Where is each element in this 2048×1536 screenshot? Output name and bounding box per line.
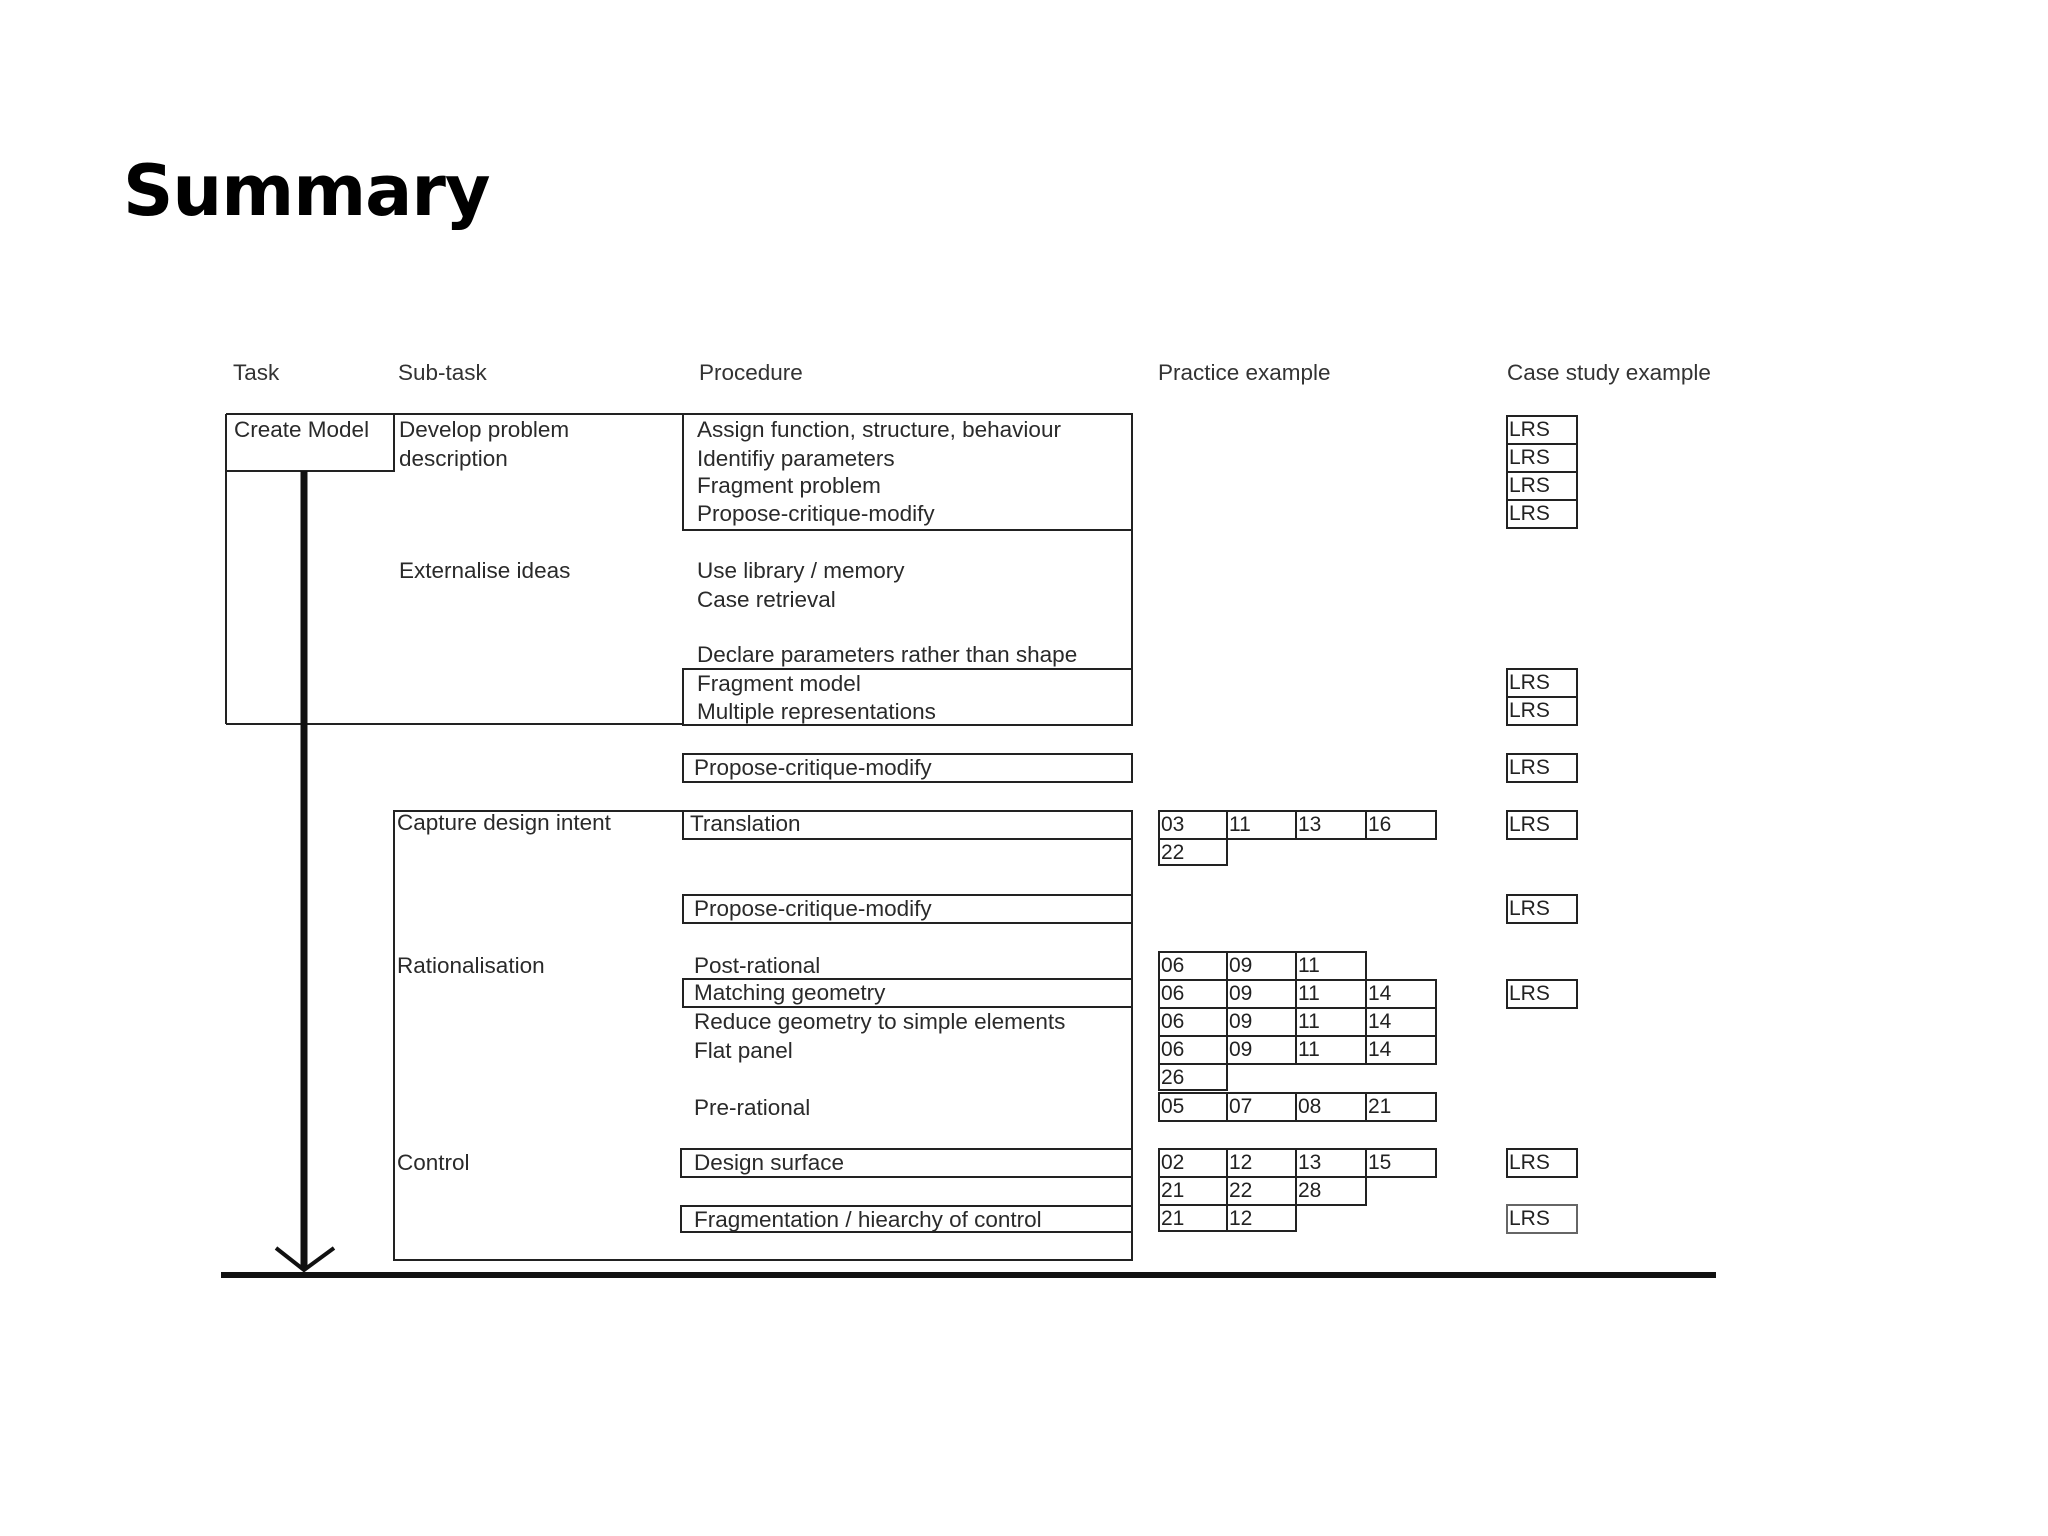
procedure-fragmentation-hierarchy: Fragmentation / hiearchy of control: [694, 1207, 1042, 1232]
procedure-box-control-edge: [1131, 1176, 1133, 1206]
procedure-box-post-rational-edge: [1131, 922, 1133, 980]
practice-cell: 26: [1158, 1063, 1228, 1091]
case-study-cell: LRS: [1506, 753, 1578, 783]
header-case-study-example: Case study example: [1507, 360, 1711, 385]
practice-cell: 09: [1226, 979, 1297, 1009]
practice-cell: 14: [1365, 1035, 1437, 1065]
procedure-multiple-representations: Multiple representations: [697, 699, 936, 724]
practice-cell: 06: [1158, 1007, 1228, 1037]
practice-cell: 15: [1365, 1148, 1437, 1178]
practice-cell: 06: [1158, 951, 1228, 981]
procedure-box-externalise-edge: [1131, 530, 1133, 670]
practice-cell: 09: [1226, 951, 1297, 981]
procedure-propose-critique-modify-1: Propose-critique-modify: [697, 501, 935, 526]
practice-cell: 22: [1226, 1176, 1297, 1206]
subtask-rationalisation: Rationalisation: [397, 953, 545, 978]
practice-cell: 21: [1158, 1204, 1228, 1232]
procedure-assign-function: Assign function, structure, behaviour: [697, 417, 1061, 442]
practice-cell: 11: [1295, 979, 1367, 1009]
case-study-cell: LRS: [1506, 979, 1578, 1009]
procedure-reduce-geometry: Reduce geometry to simple elements: [694, 1009, 1066, 1034]
case-study-cell: LRS: [1506, 471, 1578, 501]
procedure-translation: Translation: [690, 811, 801, 836]
procedure-matching-geometry: Matching geometry: [694, 980, 886, 1005]
procedure-use-library: Use library / memory: [697, 558, 905, 583]
procedure-declare-parameters: Declare parameters rather than shape: [697, 642, 1078, 667]
practice-cell: 02: [1158, 1148, 1228, 1178]
procedure-identify-parameters: Identifiy parameters: [697, 446, 895, 471]
slide-title: Summary: [123, 150, 490, 232]
practice-cell: 12: [1226, 1148, 1297, 1178]
procedure-flat-panel: Flat panel: [694, 1038, 793, 1063]
procedure-fragment-problem: Fragment problem: [697, 473, 881, 498]
subtask-develop-problem-line2: description: [399, 446, 508, 471]
practice-cell: 06: [1158, 1035, 1228, 1065]
practice-cell: 05: [1158, 1092, 1228, 1122]
practice-cell: 09: [1226, 1007, 1297, 1037]
practice-cell: 28: [1295, 1176, 1367, 1206]
practice-cell: 22: [1158, 838, 1228, 866]
case-study-cell: LRS: [1506, 810, 1578, 840]
practice-cell: 11: [1295, 1007, 1367, 1037]
practice-cell: 16: [1365, 810, 1437, 840]
practice-cell: 13: [1295, 1148, 1367, 1178]
subtask-control: Control: [397, 1150, 470, 1175]
procedure-box-rational-edge: [1131, 1006, 1133, 1150]
case-study-cell: LRS: [1506, 668, 1578, 698]
procedure-design-surface: Design surface: [694, 1150, 845, 1175]
subtask-develop-problem: Develop problem: [399, 417, 570, 442]
practice-cell: 14: [1365, 1007, 1437, 1037]
case-study-cell: LRS: [1506, 1204, 1578, 1234]
procedure-pre-rational: Pre-rational: [694, 1095, 811, 1120]
procedure-fragment-model: Fragment model: [697, 671, 861, 696]
case-study-cell: LRS: [1506, 443, 1578, 473]
practice-cell: 21: [1158, 1176, 1228, 1206]
practice-cell: 11: [1295, 951, 1367, 981]
practice-cell: 09: [1226, 1035, 1297, 1065]
practice-cell: 11: [1226, 810, 1297, 840]
case-study-cell: LRS: [1506, 696, 1578, 726]
task-create-model: Create Model: [234, 417, 370, 442]
case-study-cell: LRS: [1506, 499, 1578, 529]
case-study-cell: LRS: [1506, 415, 1578, 445]
practice-cell: 03: [1158, 810, 1228, 840]
subtask-externalise-ideas: Externalise ideas: [399, 558, 571, 583]
header-subtask: Sub-task: [398, 360, 487, 385]
procedure-post-rational: Post-rational: [694, 953, 821, 978]
header-procedure: Procedure: [699, 360, 803, 385]
practice-cell: 06: [1158, 979, 1228, 1009]
header-practice-example: Practice example: [1158, 360, 1331, 385]
subtask-capture-design-intent: Capture design intent: [397, 810, 611, 835]
case-study-cell: LRS: [1506, 894, 1578, 924]
procedure-case-retrieval: Case retrieval: [697, 587, 836, 612]
practice-cell: 11: [1295, 1035, 1367, 1065]
practice-cell: 07: [1226, 1092, 1297, 1122]
header-task: Task: [233, 360, 280, 385]
procedure-propose-critique-modify-2: Propose-critique-modify: [694, 755, 932, 780]
procedure-propose-critique-modify-3: Propose-critique-modify: [694, 896, 932, 921]
procedure-box-capture-edge: [1131, 838, 1133, 896]
case-study-cell: LRS: [1506, 1148, 1578, 1178]
practice-cell: 12: [1226, 1204, 1297, 1232]
practice-cell: 14: [1365, 979, 1437, 1009]
practice-cell: 21: [1365, 1092, 1437, 1122]
practice-cell: 13: [1295, 810, 1367, 840]
practice-cell: 08: [1295, 1092, 1367, 1122]
